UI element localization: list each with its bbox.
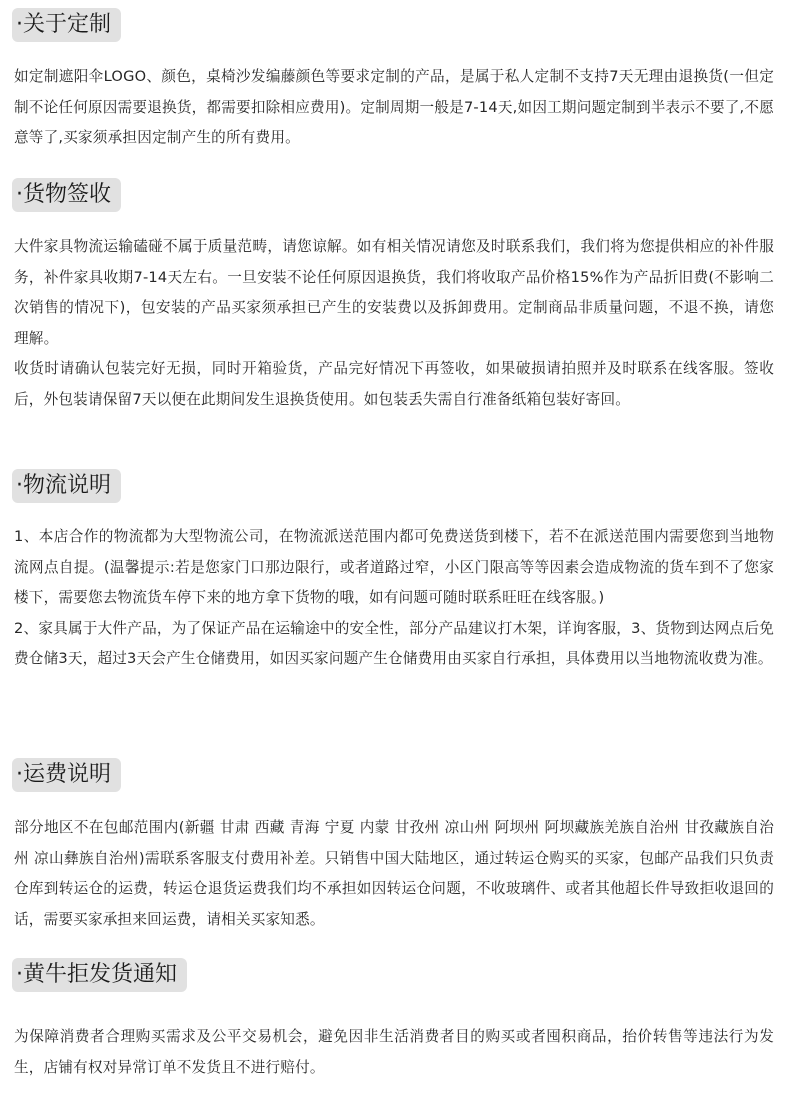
section-body (14, 1022, 774, 1083)
paragraph: 大件家具物流运输磕碰不属于质量范畴，请您谅解。如有相关情况请您及时联系我们，我们将为您提供相应的补件服务，补件家具收期7-14天左右。一旦安装不论任何原因退换货，我们将收取产品价格15%作为产品折旧费(不影响二次销售的情况下)，包安装的产品买家须承担已产生的安装费以及拆卸费用。定制商品非质量问题，不退不换，请您理解。 (14, 238, 774, 347)
paragraph: 为保障消费者合理购买需求及公平交易机会，避免因非生活消费者目的购买或者囤积商品，抬价转售等违法行为发生，店铺有权对异常订单不发货且不进行赔付。 (14, 1028, 774, 1076)
section-body (14, 232, 774, 415)
section-heading: ·货物签收 (12, 178, 121, 212)
paragraph: 部分地区不在包邮范围内(新疆 甘肃 西藏 青海 宁夏 内蒙 甘孜州 凉山州 阿坝州 阿坝藏族羌族自治州 甘孜藏族自治州 凉山彝族自治州)需联系客服支付费用补差。只销售中国大陆地区，通过转运仓购买的买家，包邮产品我们只负责仓库到转运仓的运费，转运仓退货运费我们均不承担如因转运仓问题，不收玻璃件、或者其他超长件导致拒收退回的话，需要买家承担来回运费，请相关买家知悉。 (14, 819, 774, 928)
section-body (14, 62, 774, 154)
section-heading: ·运费说明 (12, 758, 121, 792)
section-heading: ·关于定制 (12, 8, 121, 42)
section-heading: ·物流说明 (12, 469, 121, 503)
paragraph: 收货时请确认包装完好无损，同时开箱验货，产品完好情况下再签收，如果破损请拍照并及时联系在线客服。签收后，外包装请保留7天以便在此期间发生退换货使用。如包装丢失需自行准备纸箱包装好寄回。 (14, 360, 774, 408)
section-body (14, 813, 774, 935)
paragraph: 如定制遮阳伞LOGO、颜色，桌椅沙发编藤颜色等要求定制的产品，是属于私人定制不支持7天无理由退换货(一但定制不论任何原因需要退换货，都需要扣除相应费用)。定制周期一般是7-14天,如因工期问题定制到半表示不要了,不愿意等了,买家须承担因定制产生的所有费用。 (14, 68, 774, 146)
paragraph: 1、本店合作的物流都为大型物流公司，在物流派送范围内都可免费送货到楼下，若不在派送范围内需要您到当地物流网点自提。(温馨提示:若是您家门口那边限行，或者道路过窄，小区门限高等等因素会造成物流的货车到不了您家楼下，需要您去物流货车停下来的地方拿下货物的哦，如有问题可随时联系旺旺在线客服。) (14, 528, 774, 606)
paragraph: 2、家具属于大件产品，为了保证产品在运输途中的安全性，部分产品建议打木架，详询客服，3、货物到达网点后免费仓储3天，超过3天会产生仓储费用，如因买家问题产生仓储费用由买家自行承担，具体费用以当地物流收费为准。 (14, 619, 774, 667)
section-heading: ·黄牛拒发货通知 (12, 958, 187, 992)
section-body (14, 522, 774, 675)
